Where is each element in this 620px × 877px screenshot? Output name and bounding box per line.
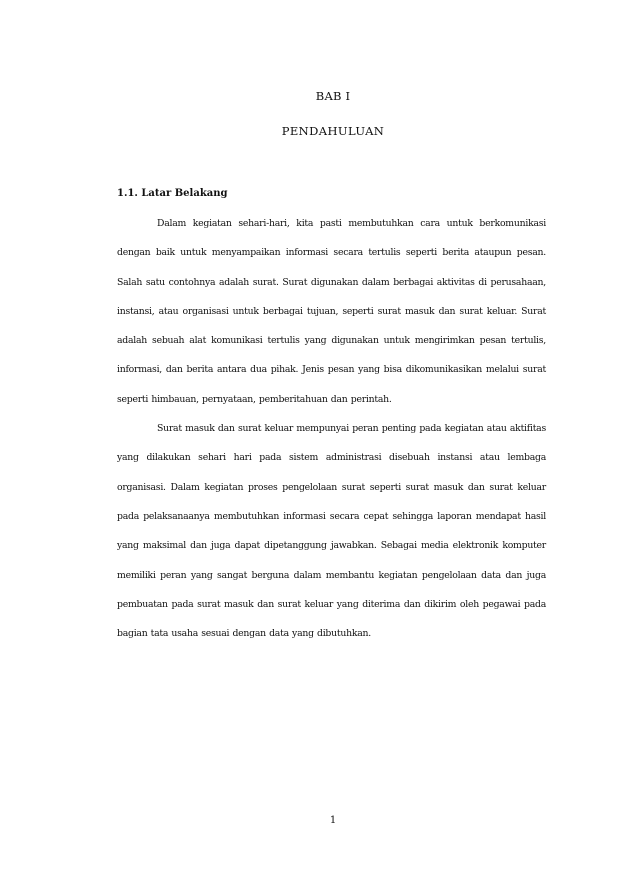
section-heading: 1.1. Latar Belakang <box>117 188 228 199</box>
body-text <box>117 209 546 648</box>
chapter-title: PENDAHULUAN <box>281 124 385 138</box>
paragraph-1: Dalam kegiatan sehari-hari, kita pasti membutuhkan cara untuk berkomunikasi dengan baik untuk menyampaikan informasi secara tertulis seperti berita ataupun pesan. Salah satu contohnya adalah surat. Surat digunakan dalam berbagai aktivitas di perusahaan, instansi, atau organisasi untuk berbagai tujuan, seperti surat masuk dan surat keluar. Surat adalah sebuah alat komunikasi tertulis yang digunakan untuk mengirimkan pesan tertulis, informasi, dan berita antara dua pihak. Jenis pesan yang bisa dikomunikasikan melalui surat seperti himbauan, pernyataan, pemberitahuan dan perintah. <box>117 218 546 405</box>
paragraph-2: Surat masuk dan surat keluar mempunyai peran penting pada kegiatan atau aktifitas yang dilakukan sehari hari pada sistem administrasi disebuah instansi atau lembaga organisasi. Dalam kegiatan proses pengelolaan surat seperti surat masuk dan surat keluar pada pelaksanaanya membutuhkan informasi secara cepat sehingga laporan mendapat hasil yang maksimal dan juga dapat dipetanggung jawabkan. Sebagai media elektronik komputer memiliki peran yang sangat berguna dalam membantu kegiatan pengelolaan data dan juga pembuatan pada surat masuk dan surat keluar yang diterima dan dikirim oleh pegawai pada bagian tata usaha sesuai dengan data yang dibutuhkan. <box>117 423 546 640</box>
page-number: 1 <box>329 815 337 826</box>
chapter-label: BAB I <box>315 89 351 103</box>
